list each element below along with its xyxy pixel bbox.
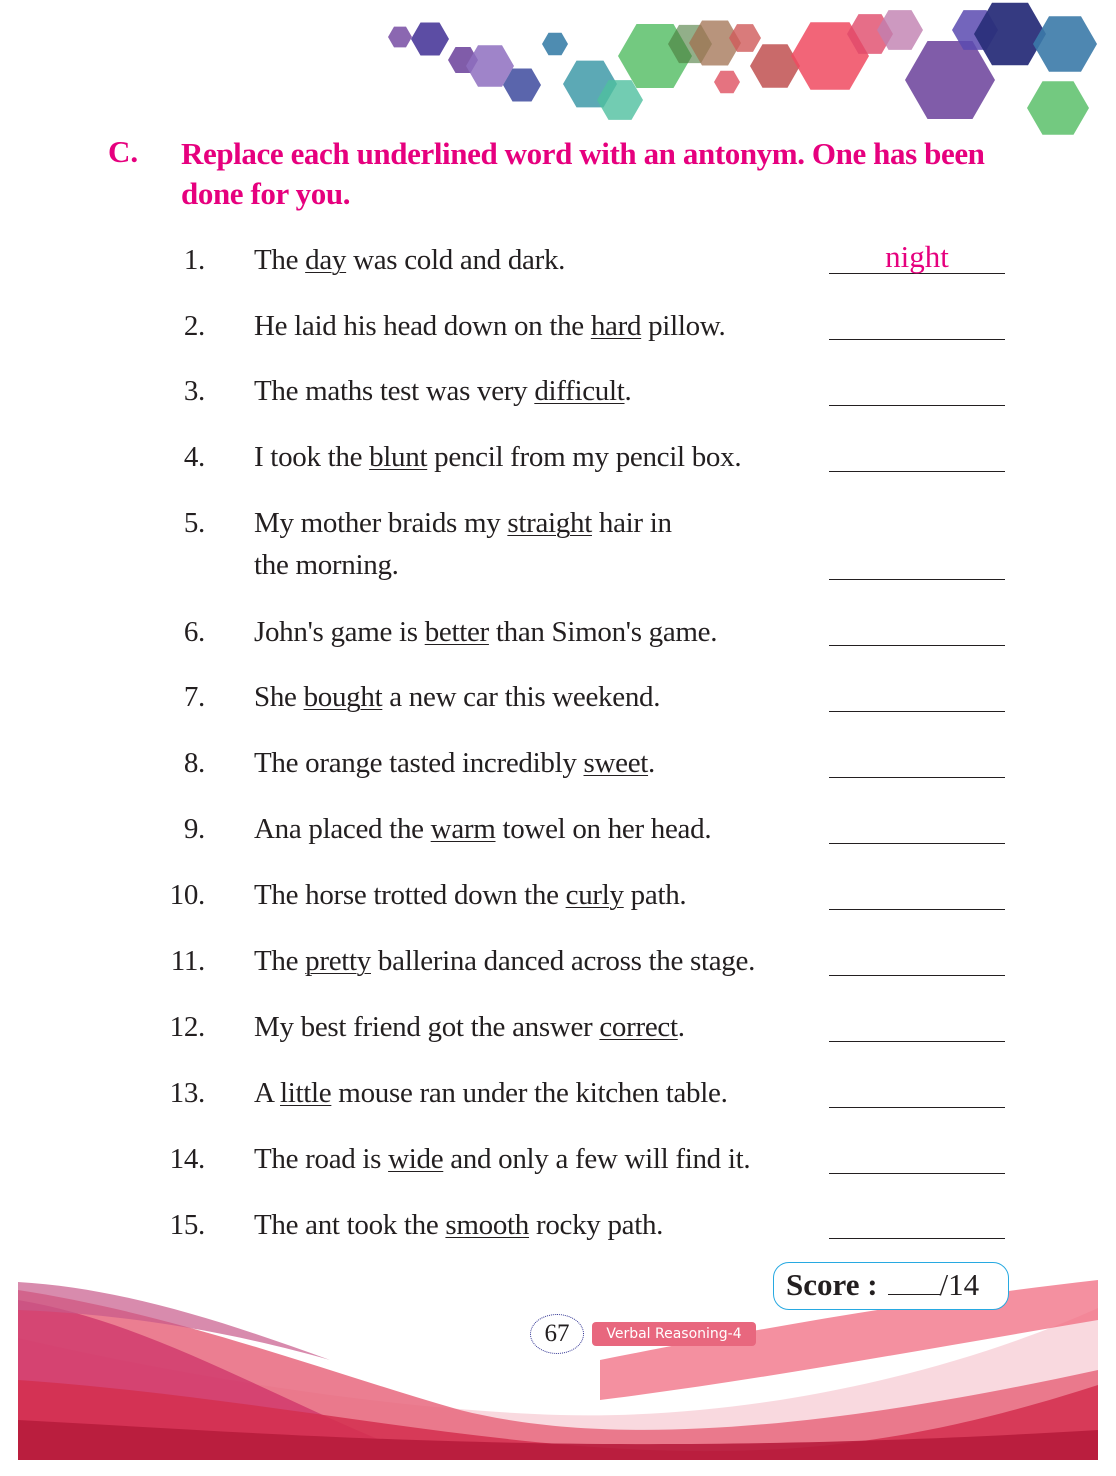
underlined-word: wide	[388, 1143, 444, 1175]
question-text-before: She	[254, 681, 304, 713]
question-text-after: .	[648, 747, 655, 779]
answer-blank[interactable]	[829, 711, 1005, 712]
hexagon-decoration	[0, 0, 1116, 140]
answer-blank[interactable]	[829, 777, 1005, 778]
question-text	[254, 1006, 685, 1048]
answer-blank[interactable]	[829, 975, 1005, 976]
question-text-line2: the morning.	[254, 549, 399, 581]
question-text-before: My mother braids my	[254, 507, 508, 539]
question-text-after: pencil from my pencil box.	[427, 441, 742, 473]
answer-blank[interactable]	[829, 579, 1005, 580]
answer-blank[interactable]	[829, 1107, 1005, 1108]
question-number: 4.	[183, 441, 205, 473]
hexagon-shape	[411, 23, 449, 56]
underlined-word: sweet	[583, 747, 649, 779]
question-text	[254, 742, 655, 784]
question-text	[254, 436, 741, 478]
question-text	[254, 874, 686, 916]
answer-blank[interactable]	[829, 471, 1005, 472]
question-text	[254, 305, 726, 347]
question-text-before: I took the	[254, 441, 370, 473]
question-text-after: was cold and dark.	[346, 244, 566, 276]
hexagon-shape	[1027, 81, 1089, 135]
question-text-after: path.	[623, 879, 687, 911]
answer-text: night	[885, 239, 949, 274]
question-text	[254, 940, 755, 982]
score-total: /14	[939, 1267, 980, 1302]
question-text	[254, 370, 631, 412]
underlined-word: blunt	[369, 441, 428, 473]
underlined-word: correct	[599, 1011, 678, 1043]
question-text-before: The horse trotted down the	[254, 879, 566, 911]
question-text	[254, 676, 660, 718]
question-text-before: My best friend got the answer	[254, 1011, 600, 1043]
answer-blank[interactable]	[829, 1041, 1005, 1042]
hexagon-shape	[714, 71, 740, 94]
question-number: 15.	[169, 1209, 205, 1241]
question-text	[254, 1138, 750, 1180]
question-number: 12.	[169, 1011, 205, 1043]
question-text-before: He laid his head down on the	[254, 310, 591, 342]
answer-blank[interactable]	[829, 339, 1005, 340]
question-text	[254, 502, 672, 586]
question-text-before: The	[254, 244, 306, 276]
underlined-word: bought	[303, 681, 383, 713]
score-label: Score :	[786, 1267, 878, 1302]
underlined-word: difficult	[534, 375, 625, 407]
question-text-after: than Simon's game.	[488, 616, 718, 648]
question-text-after: .	[624, 375, 632, 407]
question-text-before: Ana placed the	[254, 813, 431, 845]
underlined-word: little	[280, 1077, 332, 1109]
question-text	[254, 239, 565, 281]
underlined-word: hard	[590, 310, 642, 342]
question-text-before: John's game is	[254, 616, 425, 648]
question-text-before: The road is	[254, 1143, 389, 1175]
hexagon-shape	[388, 27, 412, 48]
question-text-before: The	[254, 945, 306, 977]
question-text-after: and only a few will find it.	[443, 1143, 751, 1175]
question-text-after: .	[677, 1011, 685, 1043]
answer-blank[interactable]	[829, 909, 1005, 910]
question-number: 9.	[183, 813, 205, 845]
question-text-after: ballerina danced across the stage.	[370, 945, 756, 977]
hexagon-shape	[542, 33, 568, 56]
answer-blank[interactable]	[829, 405, 1005, 406]
question-number: 13.	[169, 1077, 205, 1109]
instruction-text: Replace each underlined word with an antonym. One has been done for you.	[181, 136, 985, 211]
question-text	[254, 808, 711, 850]
underlined-word: pretty	[305, 945, 371, 977]
question-number: 8.	[183, 747, 205, 779]
score-blank[interactable]	[888, 1268, 940, 1295]
question-text-before: The ant took the	[254, 1209, 446, 1241]
question-number: 11.	[170, 945, 205, 977]
question-number: 7.	[183, 681, 205, 713]
question-number: 14.	[169, 1143, 205, 1175]
underlined-word: day	[305, 244, 347, 276]
question-text	[254, 1072, 728, 1114]
question-number: 3.	[183, 375, 205, 407]
question-text-after: rocky path.	[529, 1209, 664, 1241]
question-text-before: A	[254, 1077, 280, 1109]
question-number: 5.	[183, 507, 205, 539]
underlined-word: curly	[565, 879, 624, 911]
underlined-word: warm	[430, 813, 496, 845]
section-letter: C.	[108, 134, 139, 169]
hexagon-shape	[750, 44, 800, 87]
answer-blank[interactable]	[829, 1238, 1005, 1239]
question-text-after: mouse ran under the kitchen table.	[331, 1077, 728, 1109]
question-text-before: The maths test was very	[254, 375, 535, 407]
answer-blank[interactable]	[829, 843, 1005, 844]
question-text-after: towel on her head.	[495, 813, 712, 845]
question-number: 10.	[169, 879, 205, 911]
hexagon-shape	[1033, 16, 1097, 71]
question-number: 2.	[183, 310, 205, 342]
page-number: 67	[530, 1314, 584, 1354]
book-title-tag: Verbal Reasoning-4	[592, 1322, 756, 1346]
question-text-after: pillow.	[641, 310, 726, 342]
hexagon-shape	[905, 41, 995, 119]
answer-blank[interactable]	[829, 1173, 1005, 1174]
score-box	[773, 1262, 1009, 1310]
underlined-word: better	[424, 616, 489, 648]
underlined-word: smooth	[445, 1209, 530, 1241]
question-text	[254, 611, 717, 653]
question-text-before: The orange tasted incredibly	[254, 747, 584, 779]
question-text-after: hair in	[591, 507, 672, 539]
question-text-after: a new car this weekend.	[382, 681, 661, 713]
underlined-word: straight	[507, 507, 592, 539]
question-number: 6.	[183, 616, 205, 648]
question-number: 1.	[183, 244, 205, 276]
answer-blank[interactable]	[829, 645, 1005, 646]
question-text	[254, 1204, 663, 1246]
